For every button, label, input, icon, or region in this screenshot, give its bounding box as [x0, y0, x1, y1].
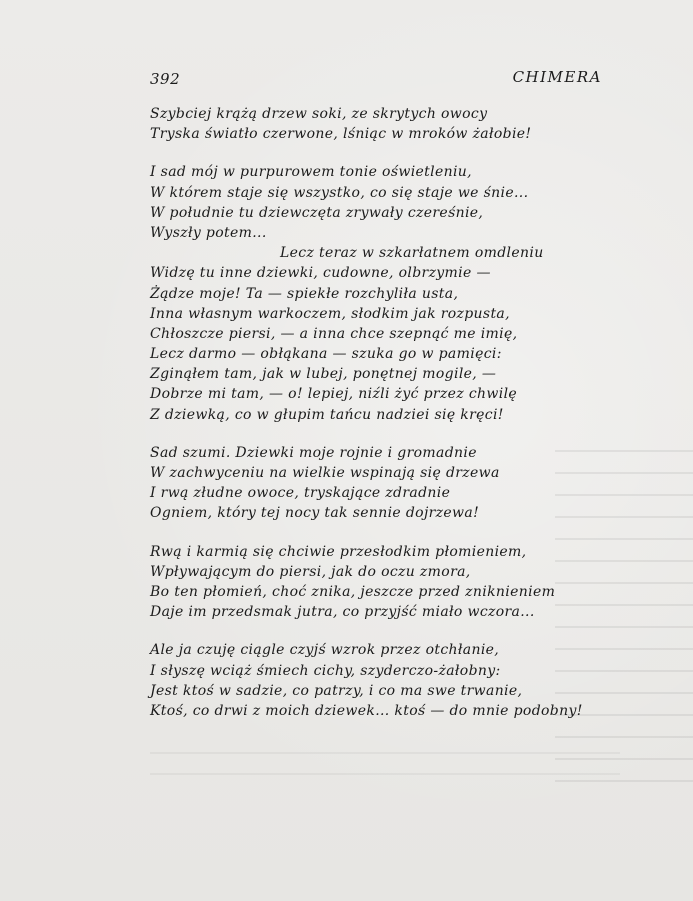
poem-line: Lecz darmo — obłąkana — szuka go w pamięci:	[150, 346, 502, 363]
poem-line: Szybciej krążą drzew soki, ze skrytych owocy	[150, 106, 488, 122]
poem-line: Rwą i karmią się chciwie przesłodkim płomieniem,	[150, 543, 527, 560]
poem-line: Wyszły potem...	[150, 224, 267, 241]
poem-line: Chłoszcze piersi, — a inna chce szepnąć me imię,	[150, 325, 518, 342]
poem-line: Ktoś, co drwi z moich dziewek... ktoś — do mnie podobny!	[150, 702, 583, 719]
poem-line: Dobrze mi tam, — o! lepiej, niźli żyć przez chwilę	[150, 386, 518, 403]
poem-line: Żądze moje! Ta — spiekłe rozchyliła usta,	[150, 285, 459, 302]
poem-line: Sad szumi. Dziewki moje rojnie i gromadnie	[150, 444, 477, 461]
poem-line: Lecz teraz w szkarłatnem omdleniu	[280, 245, 544, 262]
poem-line: I sad mój w purpurowem tonie oświetleniu,	[150, 164, 472, 181]
poem-line: Daje im przedsmak jutra, co przyjść miało wczora...	[150, 604, 535, 621]
poem-line: Jest ktoś w sadzie, co patrzy, i co ma swe trwanie,	[150, 682, 523, 699]
show-through-text-bottom	[150, 742, 620, 792]
poem-line: W południe tu dziewczęta zrywały czereśnie,	[150, 204, 484, 221]
poem-line: W zachwyceniu na wielkie wspinają się drzewa	[150, 465, 500, 481]
poem-line: Inna własnym warkoczem, słodkim jak rozpusta,	[150, 305, 510, 322]
stanza	[150, 162, 620, 424]
stanza	[150, 542, 620, 623]
poem-line: Widzę tu inne dziewki, cudowne, olbrzymie —	[150, 265, 491, 282]
poem-line: Wpływającym do piersi, jak do oczu zmora,	[150, 563, 471, 580]
poem-line: Ale ja czuję ciągle czyjś wzrok przez otchłanie,	[150, 642, 500, 659]
poem-line: I rwą złudne owoce, tryskające zdradnie	[150, 485, 451, 502]
poem-line: W którem staje się wszystko, co się staje we śnie...	[150, 184, 529, 201]
running-title: CHIMERA	[512, 68, 602, 86]
stanza	[150, 104, 620, 144]
page-number: 392	[150, 70, 181, 88]
poem-line: Bo ten płomień, choć znika, jeszcze przed zniknieniem	[150, 583, 556, 600]
poem-line: Zginąłem tam, jak w lubej, ponętnej mogile, —	[150, 366, 497, 383]
poem-line: Tryska światło czerwone, lśniąc w mroków żałobie!	[150, 126, 532, 143]
poem	[150, 104, 620, 721]
poem-line: Z dziewką, co w głupim tańcu nadziei się kręci!	[150, 406, 504, 423]
stanza	[150, 443, 620, 524]
poem-line: Ogniem, który tej nocy tak sennie dojrzewa!	[150, 505, 480, 522]
stanza	[150, 640, 620, 721]
poem-line: I słyszę wciąż śmiech cichy, szyderczo-żałobny:	[150, 662, 501, 679]
